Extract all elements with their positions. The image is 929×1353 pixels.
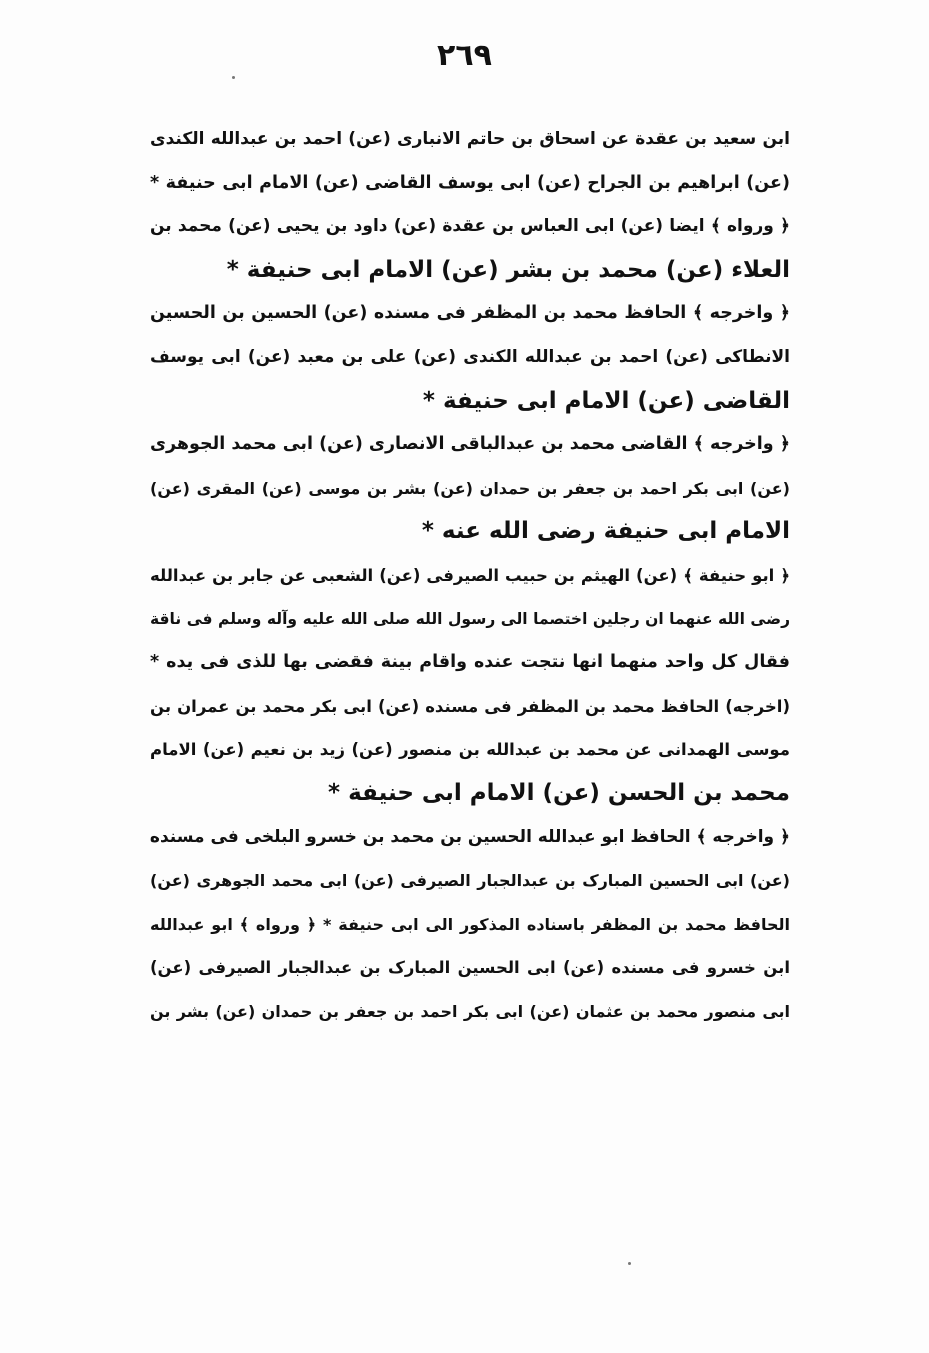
text-line: ابی منصور محمد بن عثمان (عن) ابی بکر احمد بن جعفر بن حمدان (عن) بشر بن [150, 1001, 790, 1021]
text-line: ﴿ واخرجه ﴾ القاضی محمد بن عبدالباقی الانصاری (عن) ابی محمد الجوهری [150, 434, 790, 455]
page-body-text [150, 118, 790, 1033]
text-line: (عن) ابراهیم بن الجراح (عن) ابی یوسف القاضی (عن) الامام ابی حنیفة * [150, 172, 790, 193]
text-line: (عن) ابی الحسین المبارک بن عبدالجبار الصیرفی (عن) ابی محمد الجوهری (عن) [150, 871, 790, 891]
text-line: الانطاکی (عن) احمد بن عبدالله الکندی (عن) علی بن معبد (عن) ابی یوسف [150, 346, 790, 367]
text-line: (اخرجه) الحافظ محمد بن المظفر فی مسنده (عن) ابی بکر محمد بن عمران بن [150, 696, 790, 716]
text-line: ﴿ ابو حنیفة ﴾ (عن) الهیثم بن حبیب الصیرفی (عن) الشعبی عن جابر بن عبدالله [150, 565, 790, 585]
text-line: ﴿ واخرجه ﴾ الحافظ محمد بن المظفر فی مسنده (عن) الحسین بن الحسین [150, 303, 790, 324]
text-line: محمد بن الحسن (عن) الامام ابی حنیفة * [328, 779, 790, 806]
scan-speck [232, 76, 235, 79]
text-line: فقال کل واحد منهما انها نتجت عنده واقام بینة فقضی بها للذی فی یده * [150, 652, 790, 673]
text-line: موسی الهمدانی عن محمد بن عبدالله بن منصور (عن) زید بن نعیم (عن) الامام [150, 740, 790, 760]
text-line: الامام ابی حنیفة رضی الله عنه * [421, 518, 790, 545]
text-line: (عن) ابی بکر احمد بن جعفر بن حمدان (عن) بشر بن موسی (عن) المقری (عن) [150, 478, 790, 498]
text-line: العلاء (عن) محمد بن بشر (عن) الامام ابی حنیفة * [226, 256, 790, 283]
scan-speck [628, 1262, 631, 1265]
text-line: ابن سعيد بن عقدة عن اسحاق بن حاتم الانباری (عن) احمد بن عبدالله الکندی [150, 129, 790, 149]
text-line: ابن خسرو فی مسنده (عن) ابی الحسین المبارک بن عبدالجبار الصیرفی (عن) [150, 958, 790, 978]
text-line: الحافظ محمد بن المظفر باسناده المذکور الی ابی حنیفة * ﴿ ورواه ﴾ ابو عبدالله [150, 914, 790, 934]
text-line: القاضی (عن) الامام ابی حنیفة * [422, 387, 790, 414]
text-line: رضی الله عنهما ان رجلین اختصما الی رسول الله صلی الله علیه وآله وسلم فی ناقة [150, 609, 790, 628]
page-number: ٢٦٩ [437, 38, 492, 73]
text-line: ﴿ ورواه ﴾ ایضا (عن) ابی العباس بن عقدة (عن) داود بن یحیی (عن) محمد بن [150, 216, 790, 237]
text-line: ﴿ واخرجه ﴾ الحافظ ابو عبدالله الحسین بن محمد بن خسرو البلخی فی مسنده [150, 826, 790, 847]
